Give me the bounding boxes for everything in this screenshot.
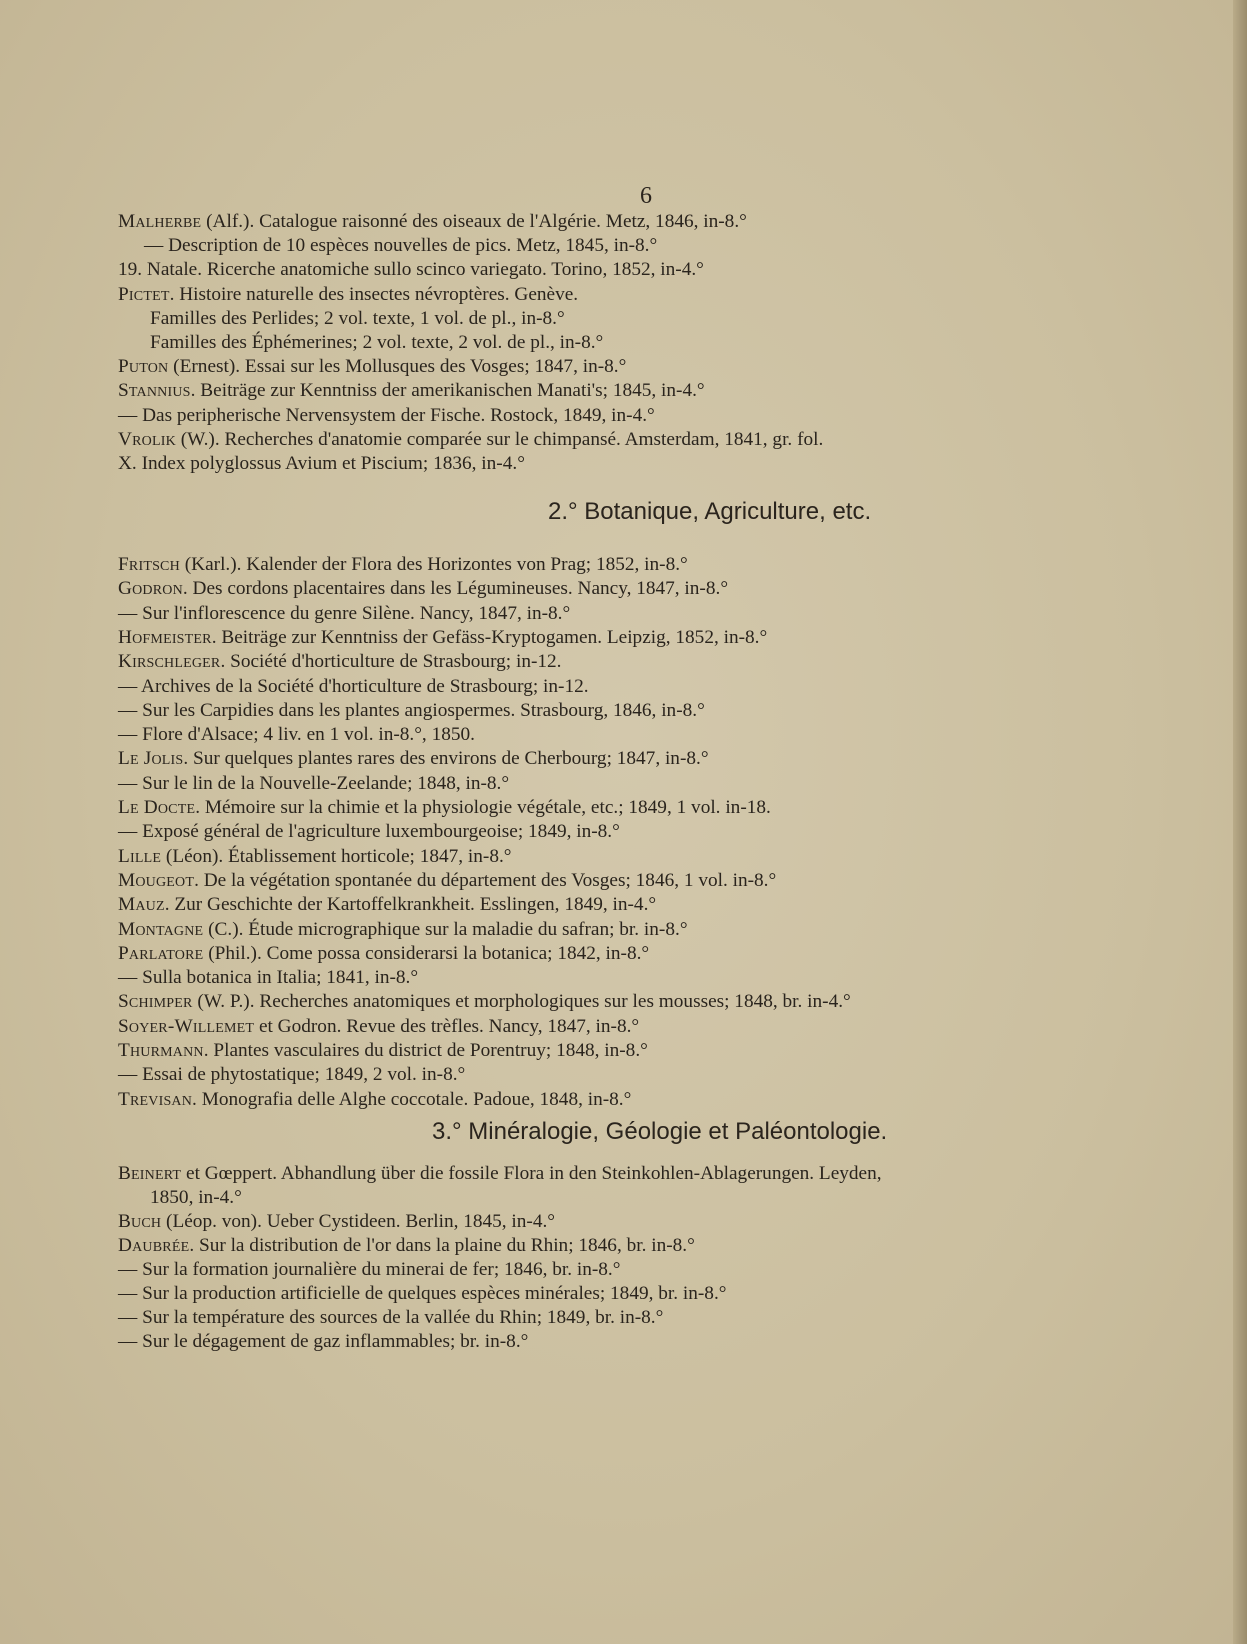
section-heading-mineralogie: 3.° Minéralogie, Géologie et Paléontologie.	[432, 1118, 888, 1145]
entry-text: — Sur le lin de la Nouvelle-Zeelande; 1848, in-8.°	[118, 772, 510, 794]
entry-author: Soyer-Willemet	[118, 1015, 255, 1037]
entry-author: Mougeot	[118, 869, 195, 891]
entry-text: . Des cordons placentaires dans les Légumineuses. Nancy, 1847, in-8.°	[182, 578, 729, 600]
catalogue-entry	[118, 942, 649, 966]
entry-text: — Sulla botanica in Italia; 1841, in-8.°	[118, 967, 419, 989]
catalogue-entry	[118, 379, 705, 403]
entry-text: . Mémoire sur la chimie et la physiologie végétale, etc.; 1849, 1 vol. in-18.	[195, 797, 771, 818]
catalogue-entry	[118, 869, 776, 893]
catalogue-entry	[118, 772, 509, 796]
catalogue-entry	[118, 1063, 465, 1087]
catalogue-entry	[118, 428, 823, 452]
entry-author: Le Jolis	[118, 748, 184, 770]
entry-text: . Beiträge zur Kenntniss der amerikanischen Manati's; 1845, in-4.°	[190, 380, 705, 402]
entry-author: Buch	[118, 1211, 162, 1232]
catalogue-entry	[118, 1088, 631, 1112]
entry-author: Kirschleger	[118, 651, 221, 673]
catalogue-entry	[118, 1210, 555, 1234]
catalogue-entry	[118, 893, 656, 917]
catalogue-entry	[118, 452, 525, 476]
catalogue-entry	[118, 602, 570, 626]
entry-text: — Exposé général de l'agriculture luxembourgeoise; 1849, in-8.°	[118, 821, 620, 843]
entry-text: — Essai de phytostatique; 1849, 2 vol. in-8.°	[118, 1064, 466, 1086]
catalogue-entry	[118, 845, 512, 869]
entry-text: (W. P.). Recherches anatomiques et morphologiques sur les mousses; 1848, br. in-4.°	[192, 991, 851, 1013]
catalogue-entry	[118, 1162, 882, 1186]
entry-text: X. Index polyglossus Avium et Piscium; 1836, in-4.°	[118, 453, 525, 474]
catalogue-entry	[118, 1330, 528, 1354]
entry-text: (Alf.). Catalogue raisonné des oiseaux de l'Algérie. Metz, 1846, in-8.°	[201, 211, 747, 232]
entry-text: — Sur la production artificielle de quelques espèces minérales; 1849, br. in-8.°	[118, 1283, 727, 1304]
catalogue-entry	[118, 626, 767, 650]
entry-author: Lille	[118, 845, 162, 867]
section-heading-botanique: 2.° Botanique, Agriculture, etc.	[548, 498, 872, 525]
catalogue-entry	[118, 404, 655, 428]
entry-text: (Phil.). Come possa considerarsi la botanica; 1842, in-8.°	[203, 942, 650, 964]
entry-text: — Sur les Carpidies dans les plantes angiospermes. Strasbourg, 1846, in-8.°	[118, 699, 705, 721]
catalogue-entry	[118, 747, 709, 771]
entry-author: Fritsch	[118, 554, 180, 575]
entry-author: Schimper	[118, 991, 193, 1013]
catalogue-entry	[150, 331, 603, 355]
page-edge	[1233, 0, 1247, 1644]
entry-text: (W.). Recherches d'anatomie comparée sur le chimpansé. Amsterdam, 1841, gr. fol.	[175, 428, 824, 450]
entry-text: . Société d'horticulture de Strasbourg; in-12.	[220, 651, 562, 673]
entry-text: 19. Natale. Ricerche anatomiche sullo scinco variegato. Torino, 1852, in-4.°	[118, 259, 704, 281]
catalogue-entry	[118, 355, 626, 379]
entry-author: Malherbe	[118, 211, 202, 232]
page-number: 6	[640, 183, 652, 209]
catalogue-entry	[118, 577, 728, 601]
entry-author: Stannius	[118, 380, 191, 402]
catalogue-entry	[118, 1234, 695, 1258]
entry-text: . Beiträge zur Kenntniss der Gefäss-Kryptogamen. Leipzig, 1852, in-8.°	[211, 626, 768, 648]
catalogue-entry	[118, 1306, 663, 1330]
entry-text: (Karl.). Kalender der Flora des Horizontes von Prag; 1852, in-8.°	[179, 554, 688, 575]
entry-text: — Sur le dégagement de gaz inflammables; br. in-8.°	[118, 1331, 529, 1352]
entry-text: . De la végétation spontanée du département des Vosges; 1846, 1 vol. in-8.°	[194, 869, 777, 891]
entry-text: — Sur la température des sources de la vallée du Rhin; 1849, br. in-8.°	[118, 1307, 664, 1328]
entry-text: Familles des Éphémerines; 2 vol. texte, 2 vol. de pl., in-8.°	[150, 332, 604, 353]
catalogue-entry	[118, 210, 747, 234]
entry-author: Trevisan	[118, 1088, 193, 1110]
catalogue-entry	[118, 675, 589, 699]
entry-text: — Sur la formation journalière du minerai de fer; 1846, br. in-8.°	[118, 1259, 621, 1280]
entry-text: et Gœppert. Abhandlung über die fossile Flora in den Steinkohlen-Ablagerungen. Leyden,	[181, 1163, 882, 1184]
catalogue-entry	[118, 283, 578, 307]
entry-text: 1850, in-4.°	[150, 1187, 242, 1208]
catalogue-entry	[118, 699, 705, 723]
entry-author: Godron	[118, 578, 183, 600]
entry-text: — Flore d'Alsace; 4 liv. en 1 vol. in-8.°, 1850.	[118, 724, 475, 746]
catalogue-entry	[150, 1186, 242, 1210]
entry-text: — Archives de la Société d'horticulture de Strasbourg; in-12.	[118, 675, 589, 697]
entry-author: Thurmann	[118, 1040, 204, 1061]
entry-author: Pictet	[118, 283, 170, 305]
catalogue-entry	[118, 1015, 639, 1039]
entry-text: (Léop. von). Ueber Cystideen. Berlin, 1845, in-4.°	[161, 1211, 556, 1232]
entry-text: . Zur Geschichte der Kartoffelkrankheit. Esslingen, 1849, in-4.°	[164, 894, 657, 916]
entry-author: Beinert	[118, 1163, 182, 1184]
entry-text: . Sur quelques plantes rares des environs de Cherbourg; 1847, in-8.°	[183, 748, 709, 770]
catalogue-entry	[118, 553, 688, 577]
catalogue-entry	[118, 650, 561, 674]
entry-text: Familles des Perlides; 2 vol. texte, 1 vol. de pl., in-8.°	[150, 307, 565, 329]
catalogue-entry	[118, 918, 688, 942]
catalogue-entry	[144, 234, 657, 258]
entry-author: Montagne	[118, 918, 204, 940]
entry-text: — Das peripherische Nervensystem der Fische. Rostock, 1849, in-4.°	[118, 404, 655, 426]
catalogue-entry	[118, 723, 475, 747]
entry-text: . Histoire naturelle des insectes névroptères. Genève.	[169, 283, 579, 305]
entry-author: Mauz	[118, 894, 165, 916]
entry-text: . Sur la distribution de l'or dans la plaine du Rhin; 1846, br. in-8.°	[189, 1235, 695, 1256]
entry-text: (C.). Étude micrographique sur la maladie du safran; br. in-8.°	[203, 918, 688, 940]
catalogue-entry	[118, 258, 704, 282]
catalogue-entry	[118, 820, 620, 844]
entry-text: (Léon). Établissement horticole; 1847, in-8.°	[161, 845, 512, 867]
catalogue-entry	[118, 1258, 620, 1282]
catalogue-entry	[118, 1282, 726, 1306]
entry-text: . Plantes vasculaires du district de Porentruy; 1848, in-8.°	[203, 1040, 648, 1061]
entry-text: — Sur l'inflorescence du genre Silène. Nancy, 1847, in-8.°	[118, 602, 571, 624]
entry-author: Hofmeister	[118, 626, 212, 648]
catalogue-entry	[118, 796, 771, 820]
entry-author: Vrolik	[118, 428, 176, 450]
entry-text: — Description de 10 espèces nouvelles de pics. Metz, 1845, in-8.°	[144, 235, 658, 257]
catalogue-entry	[118, 966, 418, 990]
entry-text: . Monografia delle Alghe coccotale. Padoue, 1848, in-8.°	[192, 1088, 632, 1110]
entry-author: Daubrée	[118, 1235, 190, 1256]
entry-author: Parlatore	[118, 942, 204, 964]
catalogue-entry	[118, 1039, 648, 1063]
entry-text: et Godron. Revue des trèfles. Nancy, 1847, in-8.°	[254, 1015, 640, 1037]
catalogue-entry	[118, 990, 851, 1014]
entry-text: (Ernest). Essai sur les Mollusques des Vosges; 1847, in-8.°	[168, 356, 627, 378]
catalogue-entry	[150, 307, 565, 331]
entry-author: Puton	[118, 356, 169, 378]
entry-author: Le Docte	[118, 797, 196, 818]
